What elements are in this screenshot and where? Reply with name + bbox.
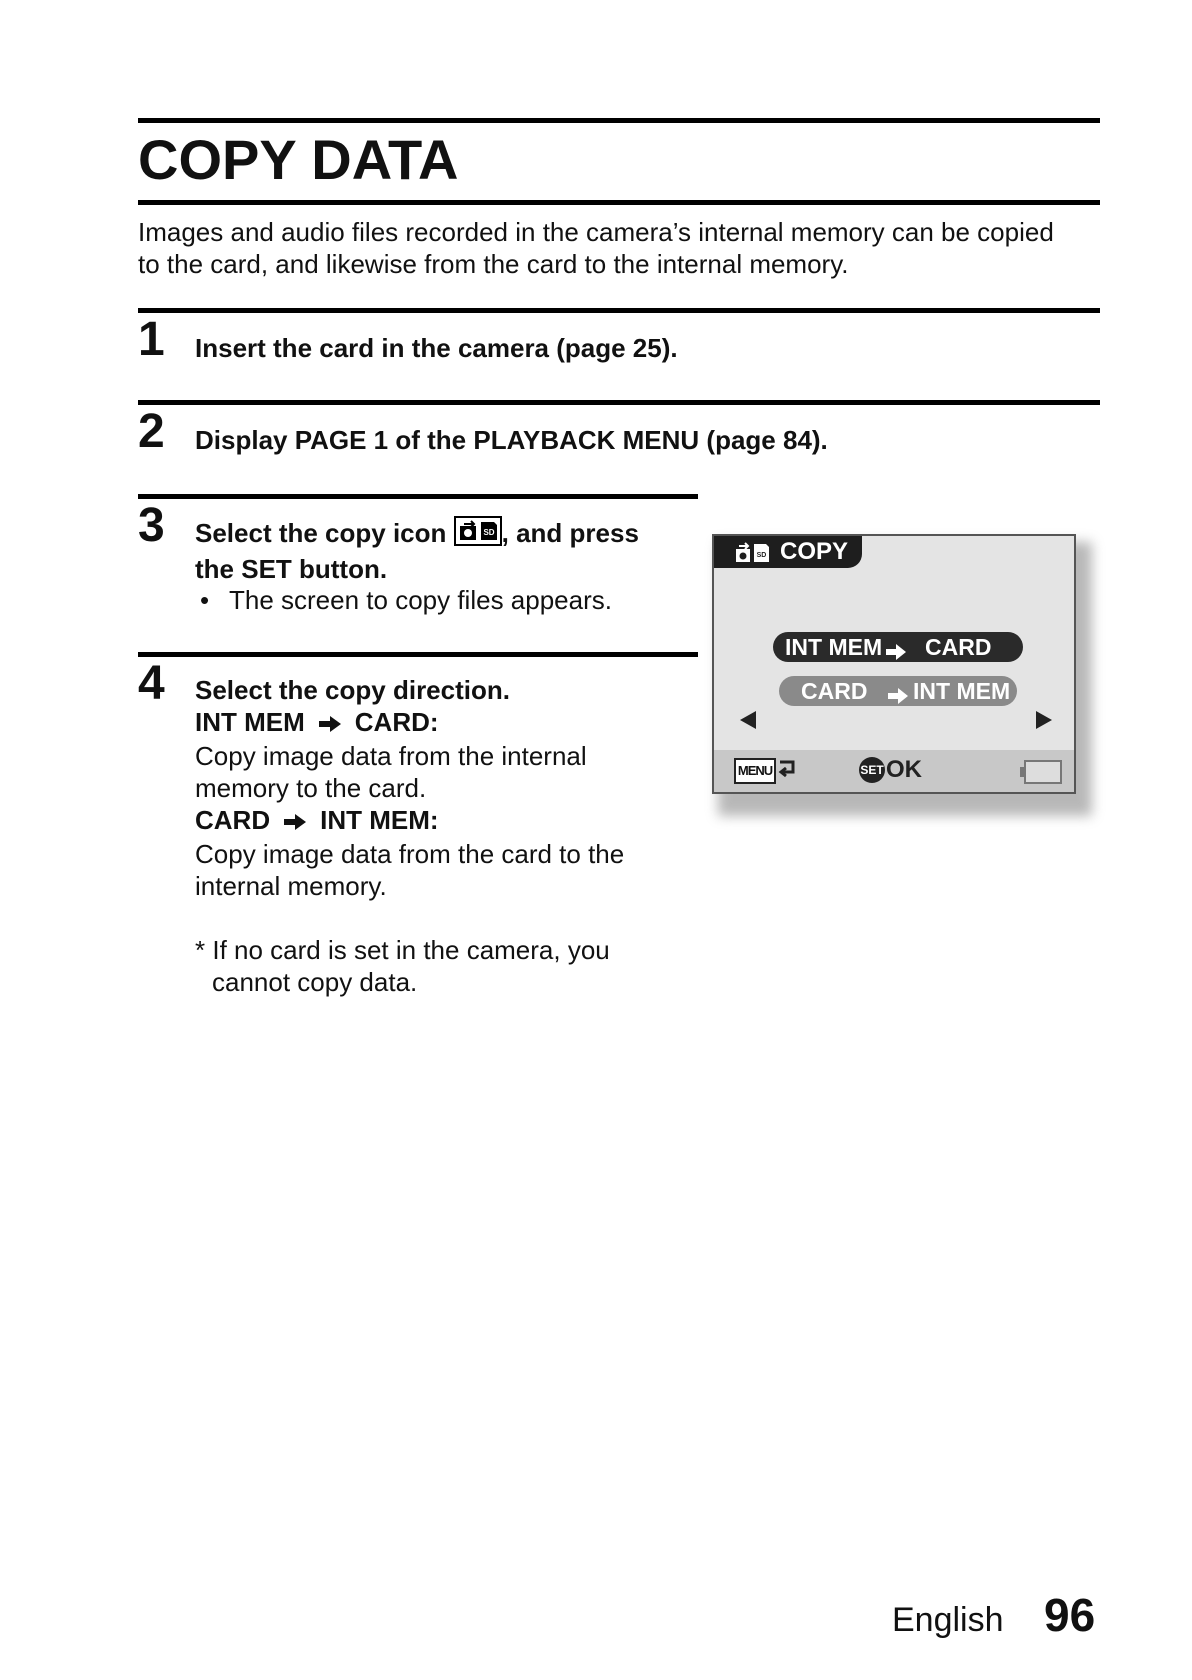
set-button-icon[interactable]: SET <box>859 757 885 783</box>
footer-language: English <box>892 1601 1004 1639</box>
step1-rule <box>138 308 1100 313</box>
step4-number: 4 <box>138 657 165 710</box>
step4-rule <box>138 652 698 657</box>
arrow-right-icon <box>887 682 909 712</box>
battery-icon <box>1024 760 1062 784</box>
option2-heading <box>195 804 695 838</box>
return-icon <box>776 758 798 787</box>
step2-text: Display PAGE 1 of the PLAYBACK MENU (page 84). <box>195 425 828 455</box>
copy-icon <box>454 516 502 553</box>
intro-paragraph: Images and audio files recorded in the camera’s internal memory can be copied to the card, and likewise from the card to the internal memory. <box>138 217 1054 279</box>
option1-from: INT MEM <box>195 707 305 737</box>
camera-screen <box>712 534 1076 794</box>
svg-text:SD: SD <box>483 528 495 537</box>
pill2-to: INT MEM <box>913 678 1011 704</box>
screen-tab-label: COPY <box>780 538 849 565</box>
step1-text: Insert the card in the camera (page 25). <box>195 333 678 363</box>
step3-text-b: , and press <box>501 518 639 548</box>
top-rule <box>138 118 1100 123</box>
arrow-right-icon <box>885 638 907 668</box>
spacer <box>195 902 695 934</box>
option-card-to-int-mem[interactable] <box>779 676 1017 706</box>
svg-text:SD: SD <box>756 552 767 559</box>
screen-tab <box>714 536 862 568</box>
copy-icon <box>734 541 774 570</box>
step3-text-a: Select the copy icon <box>195 518 447 548</box>
arrow-right-icon <box>282 806 308 838</box>
pill2-from: CARD <box>801 678 868 704</box>
pill1-from: INT MEM <box>785 634 883 660</box>
step4-body <box>195 674 695 998</box>
arrow-right-icon <box>317 708 343 740</box>
screen-bottom-bar <box>714 750 1074 792</box>
step4-heading: Select the copy direction. <box>195 675 510 705</box>
step3-text <box>195 516 695 585</box>
option1-to: CARD: <box>354 707 439 737</box>
step2-number: 2 <box>138 405 165 458</box>
page-title: COPY DATA <box>138 128 459 191</box>
right-arrow-icon[interactable] <box>1036 711 1052 729</box>
option1-heading <box>195 706 695 740</box>
step1-number: 1 <box>138 313 165 366</box>
note-line2: cannot copy data. <box>212 967 418 998</box>
step3-number: 3 <box>138 499 165 552</box>
step3-bullet-marker: • <box>200 585 210 615</box>
menu-button-icon[interactable]: MENU <box>734 758 776 784</box>
page-number: 96 <box>1044 1589 1096 1641</box>
option2-from: CARD <box>195 805 271 836</box>
option2-description: Copy image data from the card to the internal memory. <box>195 839 625 902</box>
left-arrow-icon[interactable] <box>740 711 756 729</box>
option2-to: INT MEM: <box>320 805 439 836</box>
ok-label: OK <box>886 756 922 783</box>
option1-description: Copy image data from the internal memory to the card. <box>195 741 587 804</box>
option-int-mem-to-card[interactable] <box>773 632 1023 662</box>
step3-text-c: the SET button. <box>195 554 388 584</box>
title-underline <box>138 200 1100 205</box>
step3-bullet: The screen to copy files appears. <box>229 585 612 615</box>
pill1-to: CARD <box>925 634 992 660</box>
step2-rule <box>138 400 1100 405</box>
step3-rule <box>138 494 698 499</box>
note-line1: * If no card is set in the camera, you <box>195 935 610 966</box>
